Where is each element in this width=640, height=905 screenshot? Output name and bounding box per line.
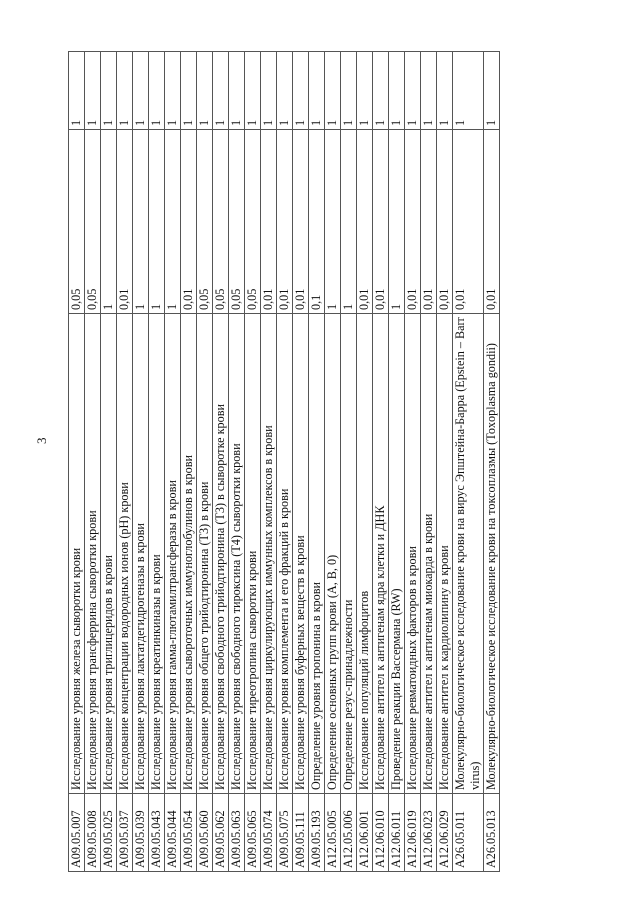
table-row (245, 52, 261, 872)
service-name-cell: Исследование ревматоидных факторов в крови (405, 314, 421, 794)
frequency-cell: 0,01 (181, 130, 197, 314)
frequency-cell: 1 (325, 130, 341, 314)
table-row (149, 52, 165, 872)
service-name-cell: Исследование антител к кардиолипину в крови (437, 314, 453, 794)
service-code-cell: A09.05.074 (261, 794, 277, 872)
multiplicity-cell: 1 (373, 52, 389, 130)
service-code-cell: A09.05.060 (197, 794, 213, 872)
frequency-cell: 0,01 (117, 130, 133, 314)
service-code-cell: A09.05.193 (309, 794, 325, 872)
service-name-cell: Определение уровня тропонина в крови (309, 314, 325, 794)
service-code-cell: A12.06.001 (357, 794, 373, 872)
service-code-cell: A09.05.065 (245, 794, 261, 872)
multiplicity-cell: 1 (341, 52, 357, 130)
service-name-cell: Исследование уровня циркулирующих иммунных комплексов в крови (261, 314, 277, 794)
page-number: 3 (34, 437, 49, 444)
frequency-cell: 0,01 (453, 130, 484, 314)
table-row (69, 52, 85, 872)
frequency-cell: 0,01 (261, 130, 277, 314)
table-row (373, 52, 389, 872)
table-row (357, 52, 373, 872)
services-table (68, 51, 500, 872)
multiplicity-cell: 1 (405, 52, 421, 130)
multiplicity-cell: 1 (69, 52, 85, 130)
frequency-cell: 0,01 (421, 130, 437, 314)
table-row (453, 52, 484, 872)
table-row (133, 52, 149, 872)
service-code-cell: A09.05.111 (293, 794, 309, 872)
multiplicity-cell: 1 (484, 52, 500, 130)
table-row (197, 52, 213, 872)
table-row (484, 52, 500, 872)
service-code-cell: A09.05.062 (213, 794, 229, 872)
table-row (101, 52, 117, 872)
frequency-cell: 0,01 (484, 130, 500, 314)
table-row (277, 52, 293, 872)
service-code-cell: A09.05.063 (229, 794, 245, 872)
service-code-cell: A09.05.025 (101, 794, 117, 872)
service-code-cell: A12.05.005 (325, 794, 341, 872)
service-name-cell: Исследование антител к антигенам ядра клетки и ДНК (373, 314, 389, 794)
multiplicity-cell: 1 (245, 52, 261, 130)
multiplicity-cell: 1 (437, 52, 453, 130)
frequency-cell: 0,05 (197, 130, 213, 314)
service-code-cell: A09.05.054 (181, 794, 197, 872)
service-code-cell: A09.05.044 (165, 794, 181, 872)
multiplicity-cell: 1 (389, 52, 405, 130)
service-name-cell: Молекулярно-биологическое исследование крови на вирус Эпштейна-Барра (Epstein – Barr virus) (453, 314, 484, 794)
frequency-cell: 1 (341, 130, 357, 314)
service-code-cell: A09.05.039 (133, 794, 149, 872)
table-row (213, 52, 229, 872)
rotated-page-content (68, 52, 588, 872)
service-code-cell: A12.05.006 (341, 794, 357, 872)
table-row (229, 52, 245, 872)
service-code-cell: A12.06.010 (373, 794, 389, 872)
table-row (293, 52, 309, 872)
multiplicity-cell: 1 (325, 52, 341, 130)
table-row (309, 52, 325, 872)
frequency-cell: 1 (101, 130, 117, 314)
service-code-cell: A26.05.011 (453, 794, 484, 872)
table-row (325, 52, 341, 872)
multiplicity-cell: 1 (133, 52, 149, 130)
frequency-cell: 0,01 (357, 130, 373, 314)
multiplicity-cell: 1 (149, 52, 165, 130)
multiplicity-cell: 1 (453, 52, 484, 130)
service-name-cell: Исследование уровня свободного тироксина (Т4) сыворотки крови (229, 314, 245, 794)
multiplicity-cell: 1 (293, 52, 309, 130)
multiplicity-cell: 1 (213, 52, 229, 130)
service-name-cell: Исследование уровня лактатдегидрогеназы в крови (133, 314, 149, 794)
service-name-cell: Исследование уровня комплемента и его фракций в крови (277, 314, 293, 794)
frequency-cell: 0,05 (69, 130, 85, 314)
frequency-cell: 0,01 (293, 130, 309, 314)
service-name-cell: Исследование тиреотропина сыворотки крови (245, 314, 261, 794)
table-row (117, 52, 133, 872)
multiplicity-cell: 1 (261, 52, 277, 130)
frequency-cell: 1 (165, 130, 181, 314)
service-name-cell: Исследование уровня общего трийодтиронина (Т3) в крови (197, 314, 213, 794)
multiplicity-cell: 1 (181, 52, 197, 130)
multiplicity-cell: 1 (421, 52, 437, 130)
frequency-cell: 0,01 (405, 130, 421, 314)
frequency-cell: 0,05 (213, 130, 229, 314)
service-code-cell: A09.05.037 (117, 794, 133, 872)
multiplicity-cell: 1 (229, 52, 245, 130)
table-row (261, 52, 277, 872)
service-code-cell: A12.06.029 (437, 794, 453, 872)
service-name-cell: Исследование уровня железа сыворотки крови (69, 314, 85, 794)
frequency-cell: 0,01 (277, 130, 293, 314)
service-name-cell: Исследование уровня сывороточных иммуноглобулинов в крови (181, 314, 197, 794)
frequency-cell: 1 (149, 130, 165, 314)
table-row (341, 52, 357, 872)
service-name-cell: Исследование уровня буферных веществ в крови (293, 314, 309, 794)
service-name-cell: Определение основных групп крови (A, B, 0) (325, 314, 341, 794)
service-code-cell: A12.06.023 (421, 794, 437, 872)
table-row (181, 52, 197, 872)
multiplicity-cell: 1 (101, 52, 117, 130)
multiplicity-cell: 1 (277, 52, 293, 130)
service-code-cell: A09.05.075 (277, 794, 293, 872)
service-name-cell: Исследование уровня гамма-глютамилтрансферазы в крови (165, 314, 181, 794)
service-code-cell: A12.06.011 (389, 794, 405, 872)
service-name-cell: Исследование уровня триглицеридов в крови (101, 314, 117, 794)
frequency-cell: 0,1 (309, 130, 325, 314)
service-code-cell: A26.05.013 (484, 794, 500, 872)
service-name-cell: Исследование уровня трансферрина сыворотки крови (85, 314, 101, 794)
service-code-cell: A12.06.019 (405, 794, 421, 872)
frequency-cell: 0,05 (85, 130, 101, 314)
service-name-cell: Молекулярно-биологическое исследование крови на токсоплазмы (Toxoplasma gondii) (484, 314, 500, 794)
table-row (85, 52, 101, 872)
services-table-body (69, 52, 500, 872)
table-row (165, 52, 181, 872)
frequency-cell: 1 (133, 130, 149, 314)
multiplicity-cell: 1 (165, 52, 181, 130)
service-code-cell: A09.05.043 (149, 794, 165, 872)
service-name-cell: Исследование антител к антигенам миокарда в крови (421, 314, 437, 794)
multiplicity-cell: 1 (85, 52, 101, 130)
table-row (405, 52, 421, 872)
service-name-cell: Исследование уровня свободного трийодтиронина (Т3) в сыворотке крови (213, 314, 229, 794)
multiplicity-cell: 1 (117, 52, 133, 130)
service-name-cell: Исследование популяций лимфоцитов (357, 314, 373, 794)
multiplicity-cell: 1 (357, 52, 373, 130)
multiplicity-cell: 1 (309, 52, 325, 130)
frequency-cell: 0,05 (229, 130, 245, 314)
frequency-cell: 0,01 (437, 130, 453, 314)
service-code-cell: A09.05.007 (69, 794, 85, 872)
frequency-cell: 0,05 (245, 130, 261, 314)
service-code-cell: A09.05.008 (85, 794, 101, 872)
service-name-cell: Исследование уровня креатинкиназы в крови (149, 314, 165, 794)
service-name-cell: Проведение реакции Вассермана (RW) (389, 314, 405, 794)
service-name-cell: Определение резус-принадлежности (341, 314, 357, 794)
frequency-cell: 0,01 (373, 130, 389, 314)
table-row (389, 52, 405, 872)
table-row (421, 52, 437, 872)
multiplicity-cell: 1 (197, 52, 213, 130)
table-row (437, 52, 453, 872)
frequency-cell: 1 (389, 130, 405, 314)
service-name-cell: Исследование концентрации водородных ионов (pH) крови (117, 314, 133, 794)
